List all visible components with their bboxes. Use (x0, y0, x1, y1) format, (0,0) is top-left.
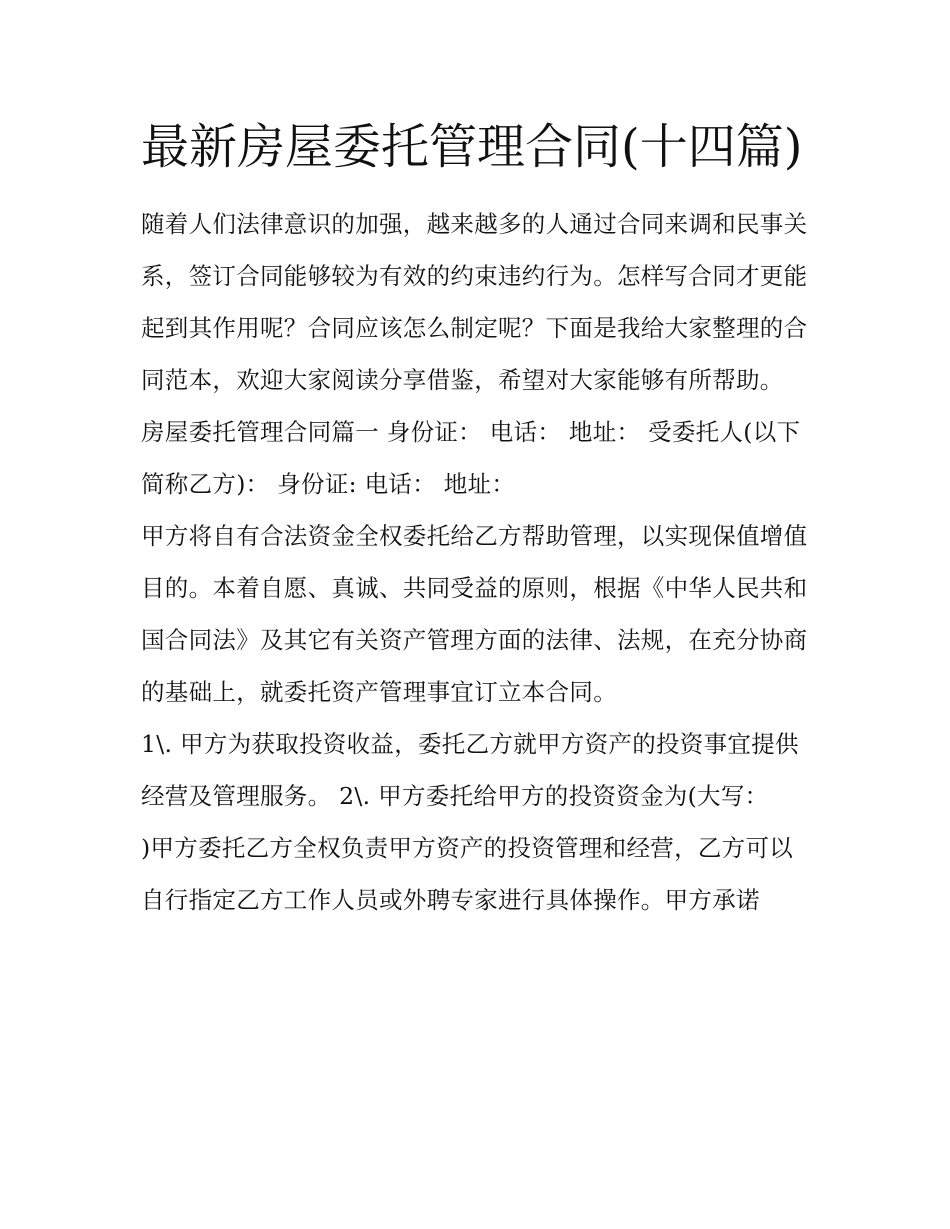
party-info-paragraph: 房屋委托管理合同篇一 身份证： 电话： 地址： 受委托人(以下简称乙方)： 身份证: 电话： 地址： (141, 418, 801, 498)
intro-paragraph: 随着人们法律意识的加强，越来越多的人通过合同来调和民事关系，签订合同能够较为有效的约束违约行为。怎样写合同才更能起到其作用呢？合同应该怎么制定呢？下面是我给大家整理的合同范本，欢迎大家阅读分享借鉴，希望对大家能够有所帮助。 (141, 210, 808, 394)
document-title: 最新房屋委托管理合同(十四篇) (141, 119, 803, 175)
document-page (141, 112, 813, 926)
clause-paragraph: 1\. 甲方为获取投资收益，委托乙方就甲方资产的投资事宜提供经营及管理服务。 2\. 甲方委托给甲方的投资资金为(大写： (141, 730, 799, 810)
clause-continuation-paragraph: )甲方委托乙方全权负责甲方资产的投资管理和经营，乙方可以自行指定乙方工作人员或外聘专家进行具体操作。甲方承诺 (141, 834, 794, 914)
contract-preamble-paragraph: 甲方将自有合法资金全权委托给乙方帮助管理，以实现保值增值目的。本着自愿、真诚、共同受益的原则，根据《中华人民共和国合同法》及其它有关资产管理方面的法律、法规，在充分协商的基础上，就委托资产管理事宜订立本合同。 (141, 522, 808, 706)
